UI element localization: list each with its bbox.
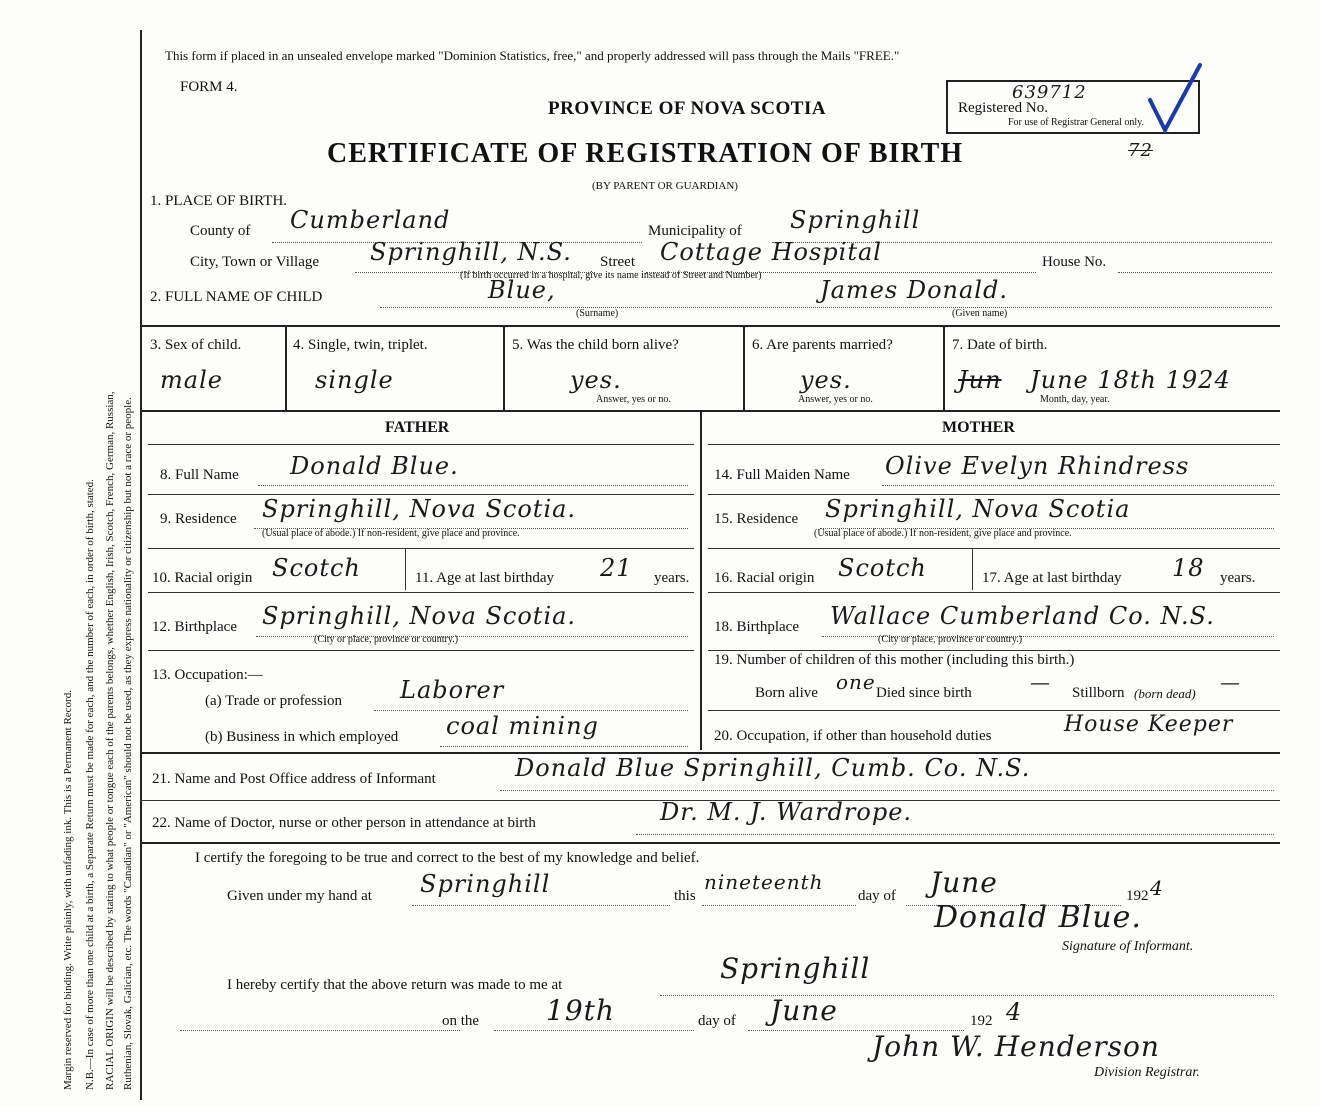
registered-number-label: Registered No. — [958, 100, 1048, 116]
father-occupation-label: 13. Occupation:— — [152, 667, 263, 683]
father-birthplace-label: 12. Birthplace — [152, 619, 237, 635]
died-since-birth-label: Died since birth — [876, 685, 972, 701]
father-residence-label: 9. Residence — [160, 511, 237, 527]
hospital-note: (If birth occurred in a hospital, give its name instead of Street and Number) — [460, 270, 762, 281]
county-label: County of — [190, 223, 251, 239]
mother-birthplace-value: Wallace Cumberland Co. N.S. — [830, 602, 1215, 630]
registrar-certification-text: I hereby certify that the above return was made to me at — [227, 977, 563, 993]
margin-note-racial-origin-1: RACIAL ORIGIN will be described by stating to what people or tongue each of the parents belongs, whether English, Irish, Scotch, French, German, Russian, — [104, 391, 116, 1090]
registrar-day: 19th — [546, 994, 615, 1027]
surname-caption: (Surname) — [576, 308, 619, 319]
registrar-signature: John W. Henderson — [872, 1030, 1160, 1063]
municipality-value: Springhill — [790, 206, 921, 234]
mother-occupation-label: 20. Occupation, if other than household duties — [714, 728, 992, 744]
mail-notice: This form if placed in an unsealed envelope marked "Dominion Statistics, free," and properly addressed will pass through the Mails "FREE." — [165, 48, 900, 63]
city-label: City, Town or Village — [190, 254, 320, 270]
street-value: Cottage Hospital — [660, 238, 882, 266]
this-label: this — [674, 888, 696, 904]
doctor-label: 22. Name of Doctor, nurse or other person in attendance at birth — [152, 815, 536, 831]
margin-note-permanent: Margin reserved for binding. Write plainly, with unfading ink. This is a Permanent Record. — [62, 690, 74, 1090]
birth-type-value: single — [315, 366, 394, 394]
father-racial-origin-label: 10. Racial origin — [152, 570, 253, 586]
mother-name-label: 14. Full Maiden Name — [714, 467, 850, 483]
given-name-caption: (Given name) — [952, 308, 1008, 319]
informant-signature-caption: Signature of Informant. — [1062, 939, 1194, 954]
mother-racial-origin-value: Scotch — [838, 554, 927, 582]
father-birthplace-value: Springhill, Nova Scotia. — [262, 602, 577, 630]
father-name-label: 8. Full Name — [160, 467, 239, 483]
father-heading: FATHER — [385, 419, 450, 436]
given-month: June — [930, 866, 998, 899]
registrar-on-label: on the — [442, 1013, 480, 1029]
street-label: Street — [600, 254, 635, 270]
stillborn-count: — — [1220, 670, 1241, 694]
province-heading: PROVINCE OF NOVA SCOTIA — [548, 98, 827, 119]
parents-married-label: 6. Are parents married? — [752, 337, 893, 353]
given-year-prefix: 192 — [1126, 888, 1149, 904]
margin-note-multiple-births: N.B.—In case of more than one child at a birth, a Separate Return must be made for each, and the number of each, in order of birth, stated. — [84, 479, 96, 1090]
given-day-of-label: day of — [858, 888, 896, 904]
house-number-label: House No. — [1042, 254, 1107, 270]
stillborn-note: (born dead) — [1134, 686, 1196, 701]
county-value: Cumberland — [290, 206, 451, 234]
father-birthplace-caption: (City or place, province or country.) — [314, 634, 459, 645]
parents-married-caption: Answer, yes or no. — [798, 394, 873, 405]
died-since-birth-count: — — [1030, 670, 1051, 694]
registrar-month: June — [770, 994, 838, 1027]
born-alive-caption: Answer, yes or no. — [596, 394, 671, 405]
child-given-name: James Donald. — [820, 276, 1008, 304]
city-value: Springhill, N.S. — [370, 238, 572, 266]
informant-label: 21. Name and Post Office address of Informant — [152, 771, 436, 787]
certificate-title: CERTIFICATE OF REGISTRATION OF BIRTH — [327, 138, 964, 169]
child-name-label: 2. FULL NAME OF CHILD — [150, 289, 323, 305]
stillborn-label: Stillborn — [1072, 685, 1125, 701]
check-mark-icon — [1145, 60, 1205, 140]
birth-type-label: 4. Single, twin, triplet. — [293, 337, 428, 353]
struck-mark: 72 — [1128, 140, 1153, 161]
registrar-note: For use of Registrar General only. — [1008, 117, 1144, 128]
given-day: nineteenth — [704, 870, 824, 894]
child-surname: Blue, — [488, 276, 556, 304]
mother-children-label: 19. Number of children of this mother (including this birth.) — [714, 652, 1075, 668]
registrar-signature-caption: Division Registrar. — [1094, 1065, 1200, 1080]
mother-age-label: 17. Age at last birthday — [982, 570, 1122, 586]
certificate-subtitle: (BY PARENT OR GUARDIAN) — [592, 180, 738, 192]
father-business-value: coal mining — [446, 712, 599, 740]
registrar-year-prefix: 192 — [970, 1013, 993, 1029]
born-alive-count: one — [836, 670, 876, 694]
registrar-day-of-label: day of — [698, 1013, 736, 1029]
mother-residence-caption: (Usual place of abode.) If non-resident, give place and province. — [814, 528, 1072, 539]
date-of-birth-caption: Month, day, year. — [1040, 394, 1110, 405]
mother-age-unit: years. — [1220, 570, 1256, 586]
informant-certification-text: I certify the foregoing to be true and correct to the best of my knowledge and belief. — [195, 850, 700, 866]
binding-margin-rule — [140, 30, 142, 1100]
place-of-birth-label: 1. PLACE OF BIRTH. — [150, 193, 288, 209]
father-age-label: 11. Age at last birthday — [415, 570, 554, 586]
born-alive-label: Born alive — [755, 685, 818, 701]
sex-label: 3. Sex of child. — [150, 337, 242, 353]
father-trade-value: Laborer — [400, 676, 505, 704]
father-residence-value: Springhill, Nova Scotia. — [262, 495, 577, 523]
registrar-year-digit: 4 — [1006, 998, 1023, 1026]
date-of-birth-value: June 18th 1924 — [1030, 366, 1231, 394]
father-racial-origin-value: Scotch — [272, 554, 361, 582]
informant-value: Donald Blue Springhill, Cumb. Co. N.S. — [515, 754, 1031, 782]
form-number: FORM 4. — [180, 79, 238, 95]
informant-signature: Donald Blue. — [934, 900, 1142, 935]
mother-age-value: 18 — [1172, 554, 1205, 582]
mother-heading: MOTHER — [942, 419, 1015, 436]
father-residence-caption: (Usual place of abode.) If non-resident, give place and province. — [262, 528, 520, 539]
mother-birthplace-caption: (City or place, province or country.) — [878, 634, 1023, 645]
father-trade-label: (a) Trade or profession — [205, 693, 343, 709]
margin-note-racial-origin-2: Ruthenian, Slovak, Galician, etc. The words "Canadian" or "American" should not be used, as they express nationality or citizenship but not a race or people. — [122, 397, 134, 1090]
date-of-birth-struck: Jun — [958, 366, 1002, 394]
given-at-place: Springhill — [420, 870, 551, 898]
given-year-digit: 4 — [1150, 876, 1164, 900]
father-age-value: 21 — [600, 554, 633, 582]
mother-birthplace-label: 18. Birthplace — [714, 619, 799, 635]
doctor-value: Dr. M. J. Wardrope. — [660, 798, 913, 826]
parents-married-answer: yes. — [800, 366, 852, 394]
given-at-label: Given under my hand at — [227, 888, 372, 904]
registrar-place: Springhill — [720, 952, 871, 985]
mother-racial-origin-label: 16. Racial origin — [714, 570, 815, 586]
mother-name-value: Olive Evelyn Rhindress — [885, 452, 1190, 480]
born-alive-question-label: 5. Was the child born alive? — [512, 337, 679, 353]
date-of-birth-label: 7. Date of birth. — [952, 337, 1048, 353]
mother-occupation-value: House Keeper — [1064, 712, 1234, 737]
sex-value: male — [160, 366, 223, 394]
father-age-unit: years. — [654, 570, 690, 586]
father-name-value: Donald Blue. — [290, 452, 459, 480]
municipality-label: Municipality of — [648, 223, 742, 239]
registered-number-value: 639712 — [1012, 82, 1087, 103]
father-business-label: (b) Business in which employed — [205, 729, 399, 745]
born-alive-answer: yes. — [570, 366, 622, 394]
mother-residence-label: 15. Residence — [714, 511, 799, 527]
mother-residence-value: Springhill, Nova Scotia — [825, 495, 1131, 523]
